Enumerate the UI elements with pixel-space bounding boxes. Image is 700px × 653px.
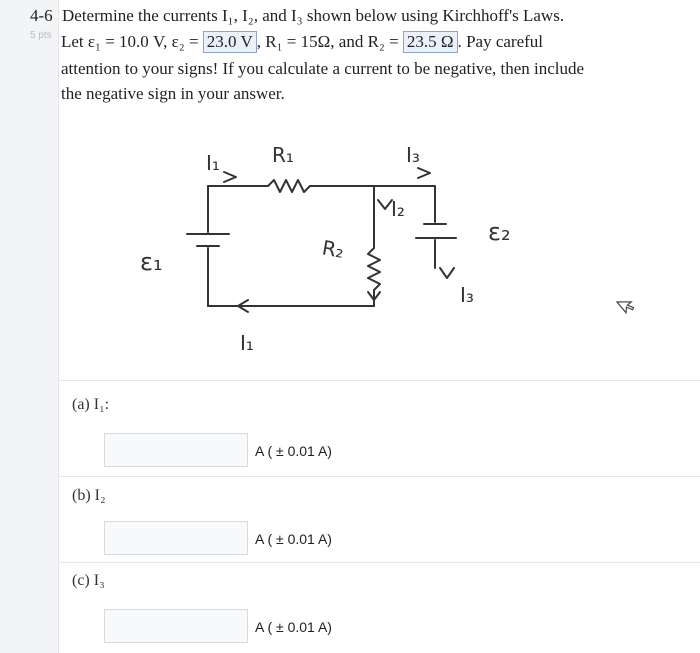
question-line-3: attention to your signs! If you calculate a current to be negative, then include <box>61 59 585 78</box>
label-r1: R₁ <box>272 143 294 167</box>
divider-b <box>58 476 700 477</box>
cursor-arrow-icon <box>617 295 636 314</box>
label-i3-top: I₃ <box>406 143 420 167</box>
label-i1-top: I₁ <box>206 151 220 175</box>
arrow-i3-right <box>440 268 454 278</box>
question-points: 5 pts <box>30 30 52 41</box>
part-a-answer-input[interactable] <box>104 433 248 467</box>
part-c-unit: A ( ± 0.01 A) <box>255 619 332 635</box>
given-values-suffix: . Pay careful <box>457 32 543 51</box>
part-a-label: (a) I₁: <box>72 396 110 413</box>
r2-value-highlight: 23.5 Ω <box>403 31 458 53</box>
label-r2: R₂ <box>320 235 346 263</box>
question-line-1: Determine the currents I₁, I₂, and I₃ shown below using Kirchhoff's Laws. <box>62 6 565 25</box>
arrow-i3-top <box>418 168 430 178</box>
label-i3-bottom: I₃ <box>460 283 474 307</box>
question-line-4: the negative sign in your answer. <box>61 84 285 103</box>
given-values-prefix: Let ε₁ = 10.0 V, ε₂ = <box>61 32 203 51</box>
label-e1: ε₁ <box>140 248 163 276</box>
part-c-label: (c) I₃ <box>72 572 105 589</box>
divider-a <box>58 380 700 381</box>
label-i2: I₂ <box>391 197 405 221</box>
label-e2: ε₂ <box>488 218 511 246</box>
part-c-answer-input[interactable] <box>104 609 248 643</box>
resistor-r1 <box>268 180 310 192</box>
arrow-i1-top <box>224 172 236 182</box>
part-b-unit: A ( ± 0.01 A) <box>255 531 332 547</box>
given-values-mid: , R₁ = 15Ω, and R₂ = <box>256 32 403 51</box>
arrow-i2 <box>378 200 392 209</box>
wire-top-right <box>310 186 435 222</box>
part-a-unit: A ( ± 0.01 A) <box>255 443 332 459</box>
divider-c <box>58 562 700 563</box>
question-number: 4-6 <box>30 6 53 25</box>
part-b-answer-input[interactable] <box>104 521 248 555</box>
part-b-label: (b) I₂ <box>72 487 106 504</box>
label-i1-bottom: I₁ <box>240 331 254 355</box>
resistor-r2 <box>368 248 380 290</box>
emf2-value-highlight: 23.0 V <box>203 31 257 53</box>
